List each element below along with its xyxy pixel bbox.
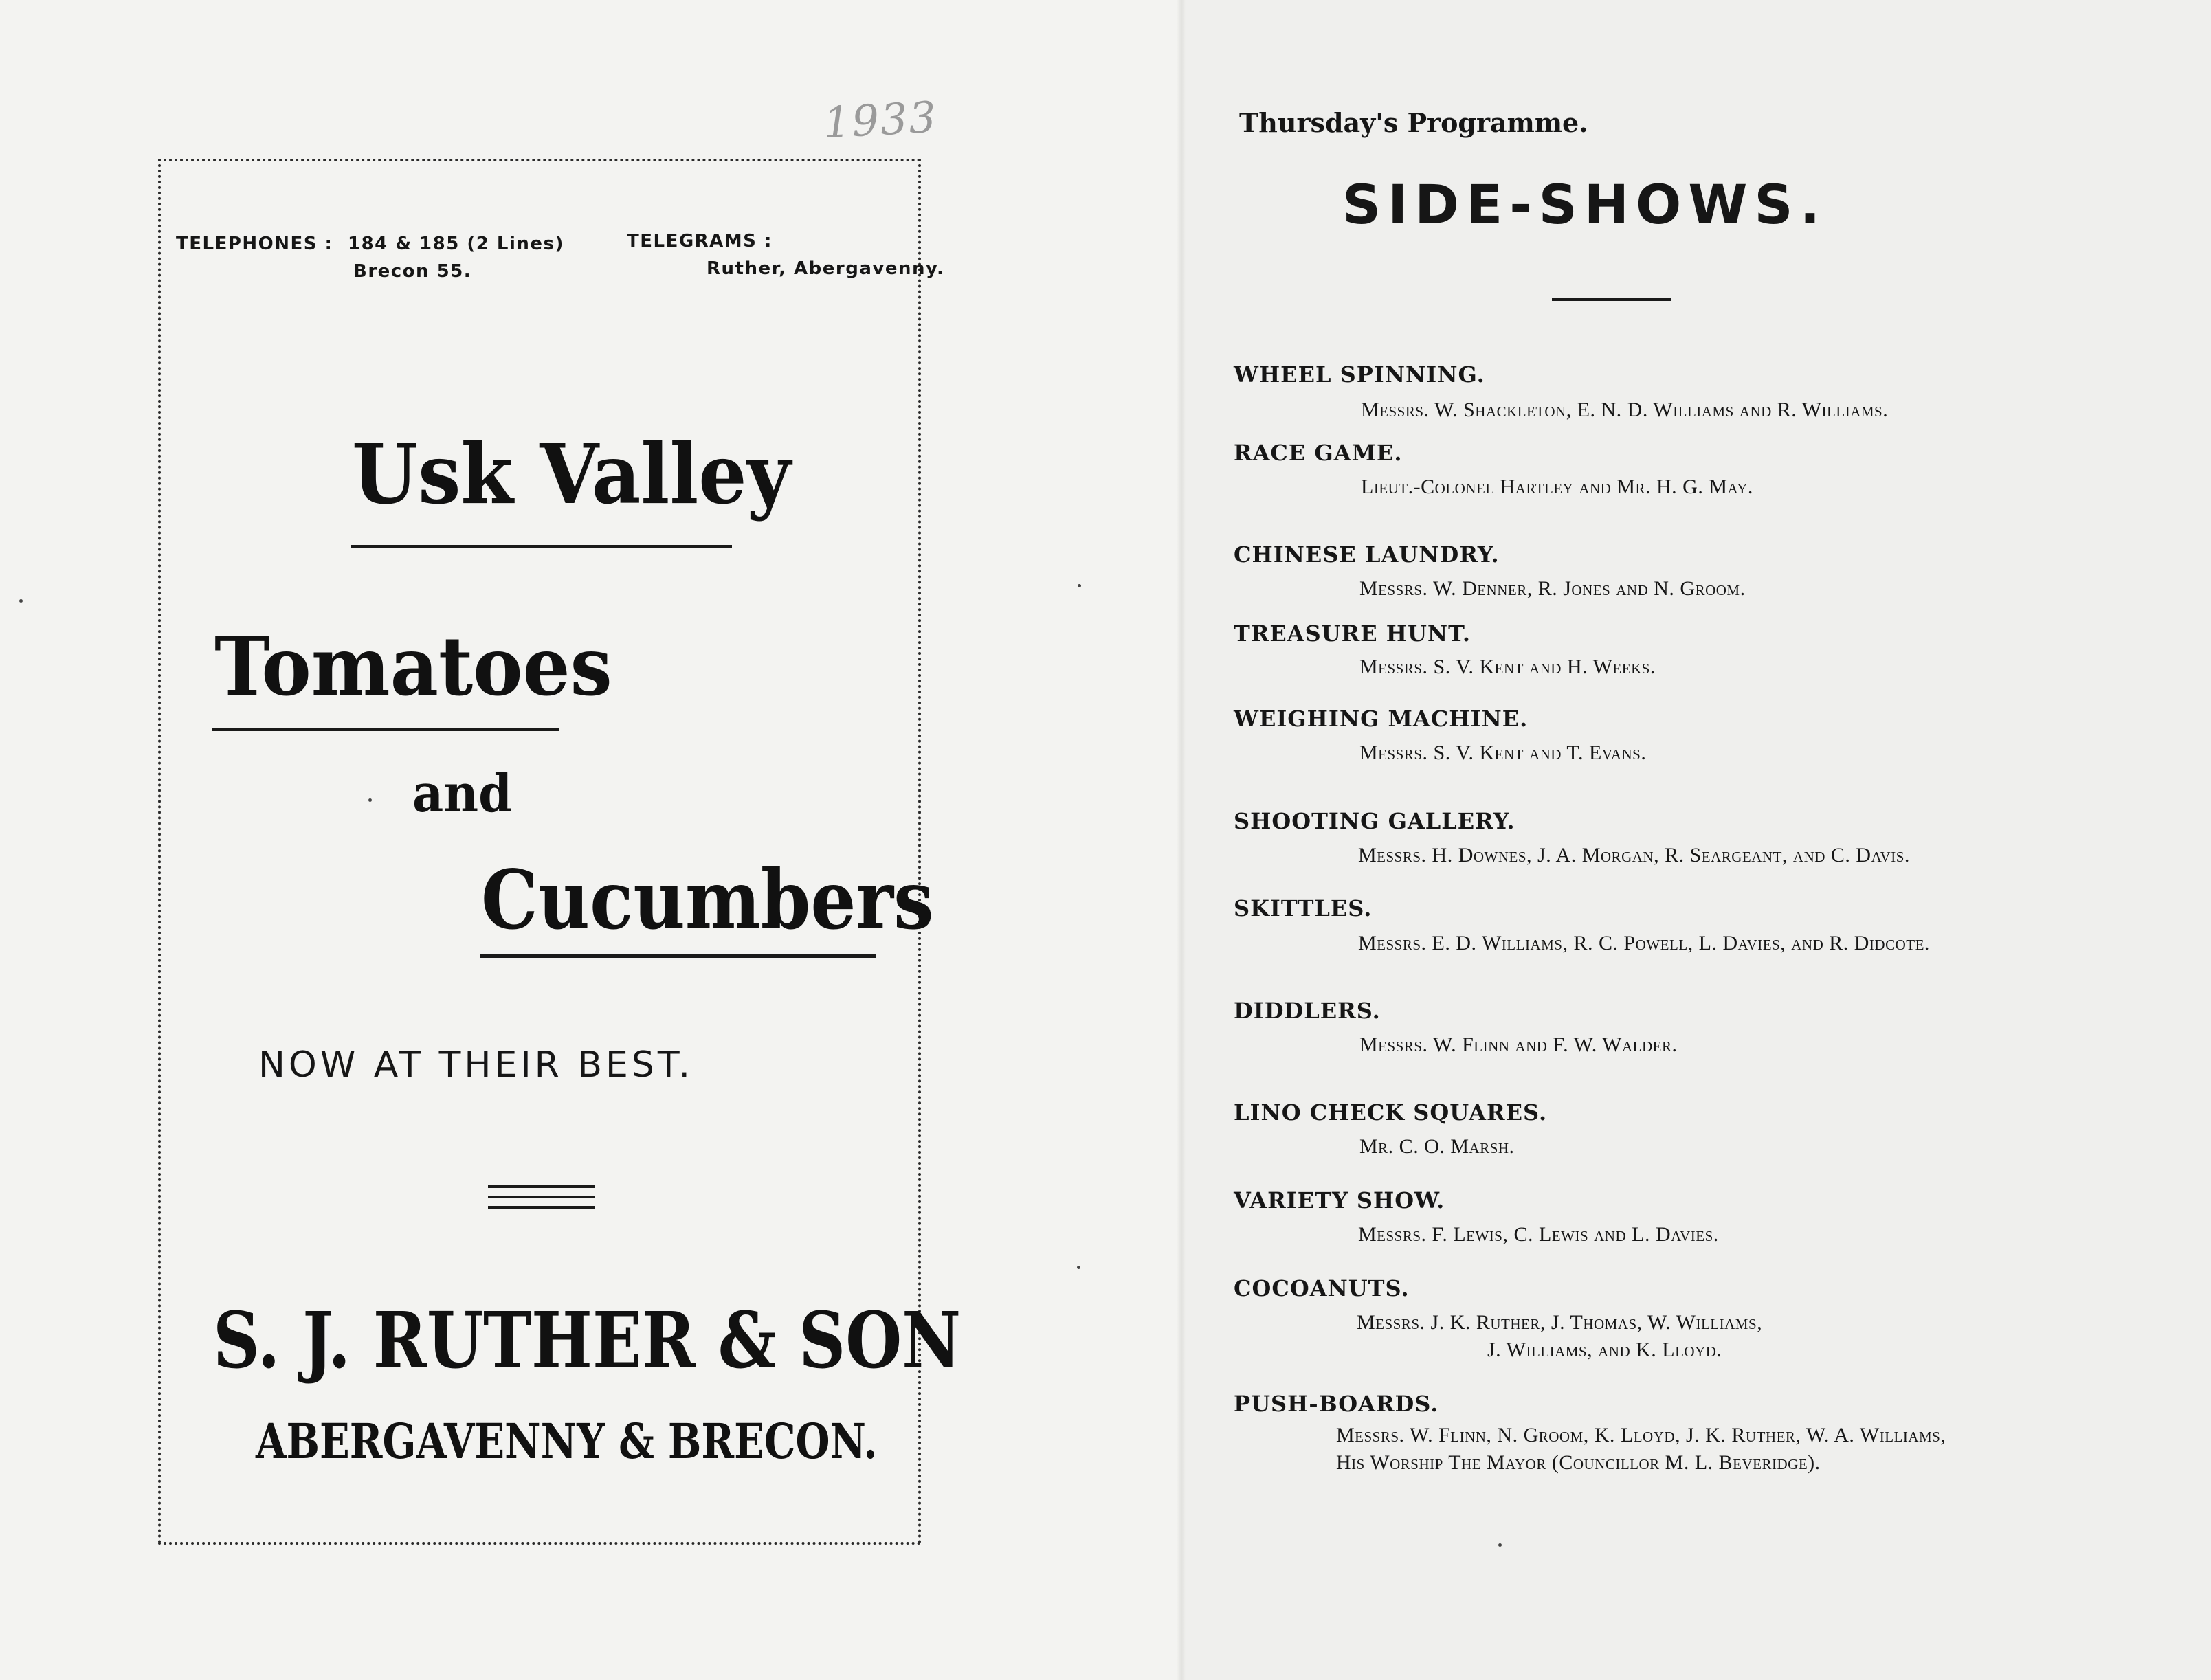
side-show-title: PUSH-BOARDS. [1234,1391,1439,1417]
telephones-brecon: Brecon 55. [353,261,472,282]
side-show-title: WHEEL SPINNING. [1234,361,1485,388]
decorative-rule-1 [488,1185,595,1188]
side-show-title: SHOOTING GALLERY. [1234,808,1515,834]
side-show-people: Messrs. H. Downes, J. A. Morgan, R. Seargeant, and C. Davis. [1358,844,1910,866]
side-show-title: VARIETY SHOW. [1234,1187,1445,1213]
advert-line-usk-valley: Usk Valley [352,426,791,523]
side-show-people: Messrs. W. Flinn and F. W. Walder. [1359,1033,1678,1056]
side-show-title: RACE GAME. [1234,440,1403,466]
advert-line-cucumbers: Cucumbers [481,852,934,948]
paper-speck [1498,1543,1502,1547]
side-show-people: Messrs. E. D. Williams, R. C. Powell, L. Davies, and R. Didcote. [1358,932,1930,954]
side-show-people: J. Williams, and K. Lloyd. [1487,1339,1722,1361]
programme-day-title: Thursday's Programme. [1239,107,1588,138]
paper-speck [1078,584,1081,587]
side-show-people: His Worship The Mayor (Councillor M. L. Beveridge). [1336,1451,1821,1474]
side-show-people: Messrs. J. K. Ruther, J. Thomas, W. Williams, [1357,1311,1763,1334]
side-show-people: Messrs. W. Denner, R. Jones and N. Groom. [1359,577,1746,600]
telegrams-value: Ruther, Abergavenny. [707,258,945,279]
year-annotation: 1933 [822,91,939,148]
side-show-people: Messrs. S. V. Kent and H. Weeks. [1359,656,1656,678]
page-fold [1177,0,1186,1680]
telegrams-label: TELEGRAMS : [627,231,773,251]
side-show-people: Messrs. F. Lewis, C. Lewis and L. Davies. [1358,1223,1719,1246]
side-show-title: CHINESE LAUNDRY. [1234,541,1500,568]
side-show-people: Messrs. W. Shackleton, E. N. D. Williams and R. Williams. [1361,399,1889,421]
cucumbers-underline [480,954,876,958]
side-show-people: Mr. C. O. Marsh. [1359,1135,1515,1158]
side-show-title: LINO CHECK SQUARES. [1234,1099,1548,1125]
company-name: S. J. RUTHER & SON [213,1296,962,1386]
heading-rule [1552,298,1671,301]
side-show-people: Messrs. W. Flinn, N. Groom, K. Lloyd, J. K. Ruther, W. A. Williams, [1336,1424,1946,1446]
telephones-label: TELEPHONES : [176,234,333,254]
side-show-people: Lieut.-Colonel Hartley and Mr. H. G. May. [1361,475,1753,498]
decorative-rule-3 [488,1206,595,1209]
advert-line-and: and [412,763,513,824]
side-shows-heading: SIDE-SHOWS. [1342,175,1827,236]
tomatoes-underline [212,728,559,731]
side-show-title: WEIGHING MACHINE. [1234,706,1529,732]
side-show-title: TREASURE HUNT. [1234,620,1471,647]
paper-speck [19,599,23,603]
telephones-value: 184 & 185 (2 Lines) [348,234,564,254]
company-location: ABERGAVENNY & BRECON. [256,1413,878,1470]
side-show-title: SKITTLES. [1234,895,1373,921]
paper-speck [1077,1266,1080,1269]
tagline: NOW AT THEIR BEST. [258,1044,693,1086]
side-show-title: DIDDLERS. [1234,998,1381,1024]
decorative-rule-2 [488,1196,595,1198]
side-show-people: Messrs. S. V. Kent and T. Evans. [1359,741,1647,764]
paper-speck [368,798,372,802]
side-show-title: COCOANUTS. [1234,1275,1410,1301]
usk-valley-underline [351,545,732,548]
advert-line-tomatoes: Tomatoes [214,618,612,714]
